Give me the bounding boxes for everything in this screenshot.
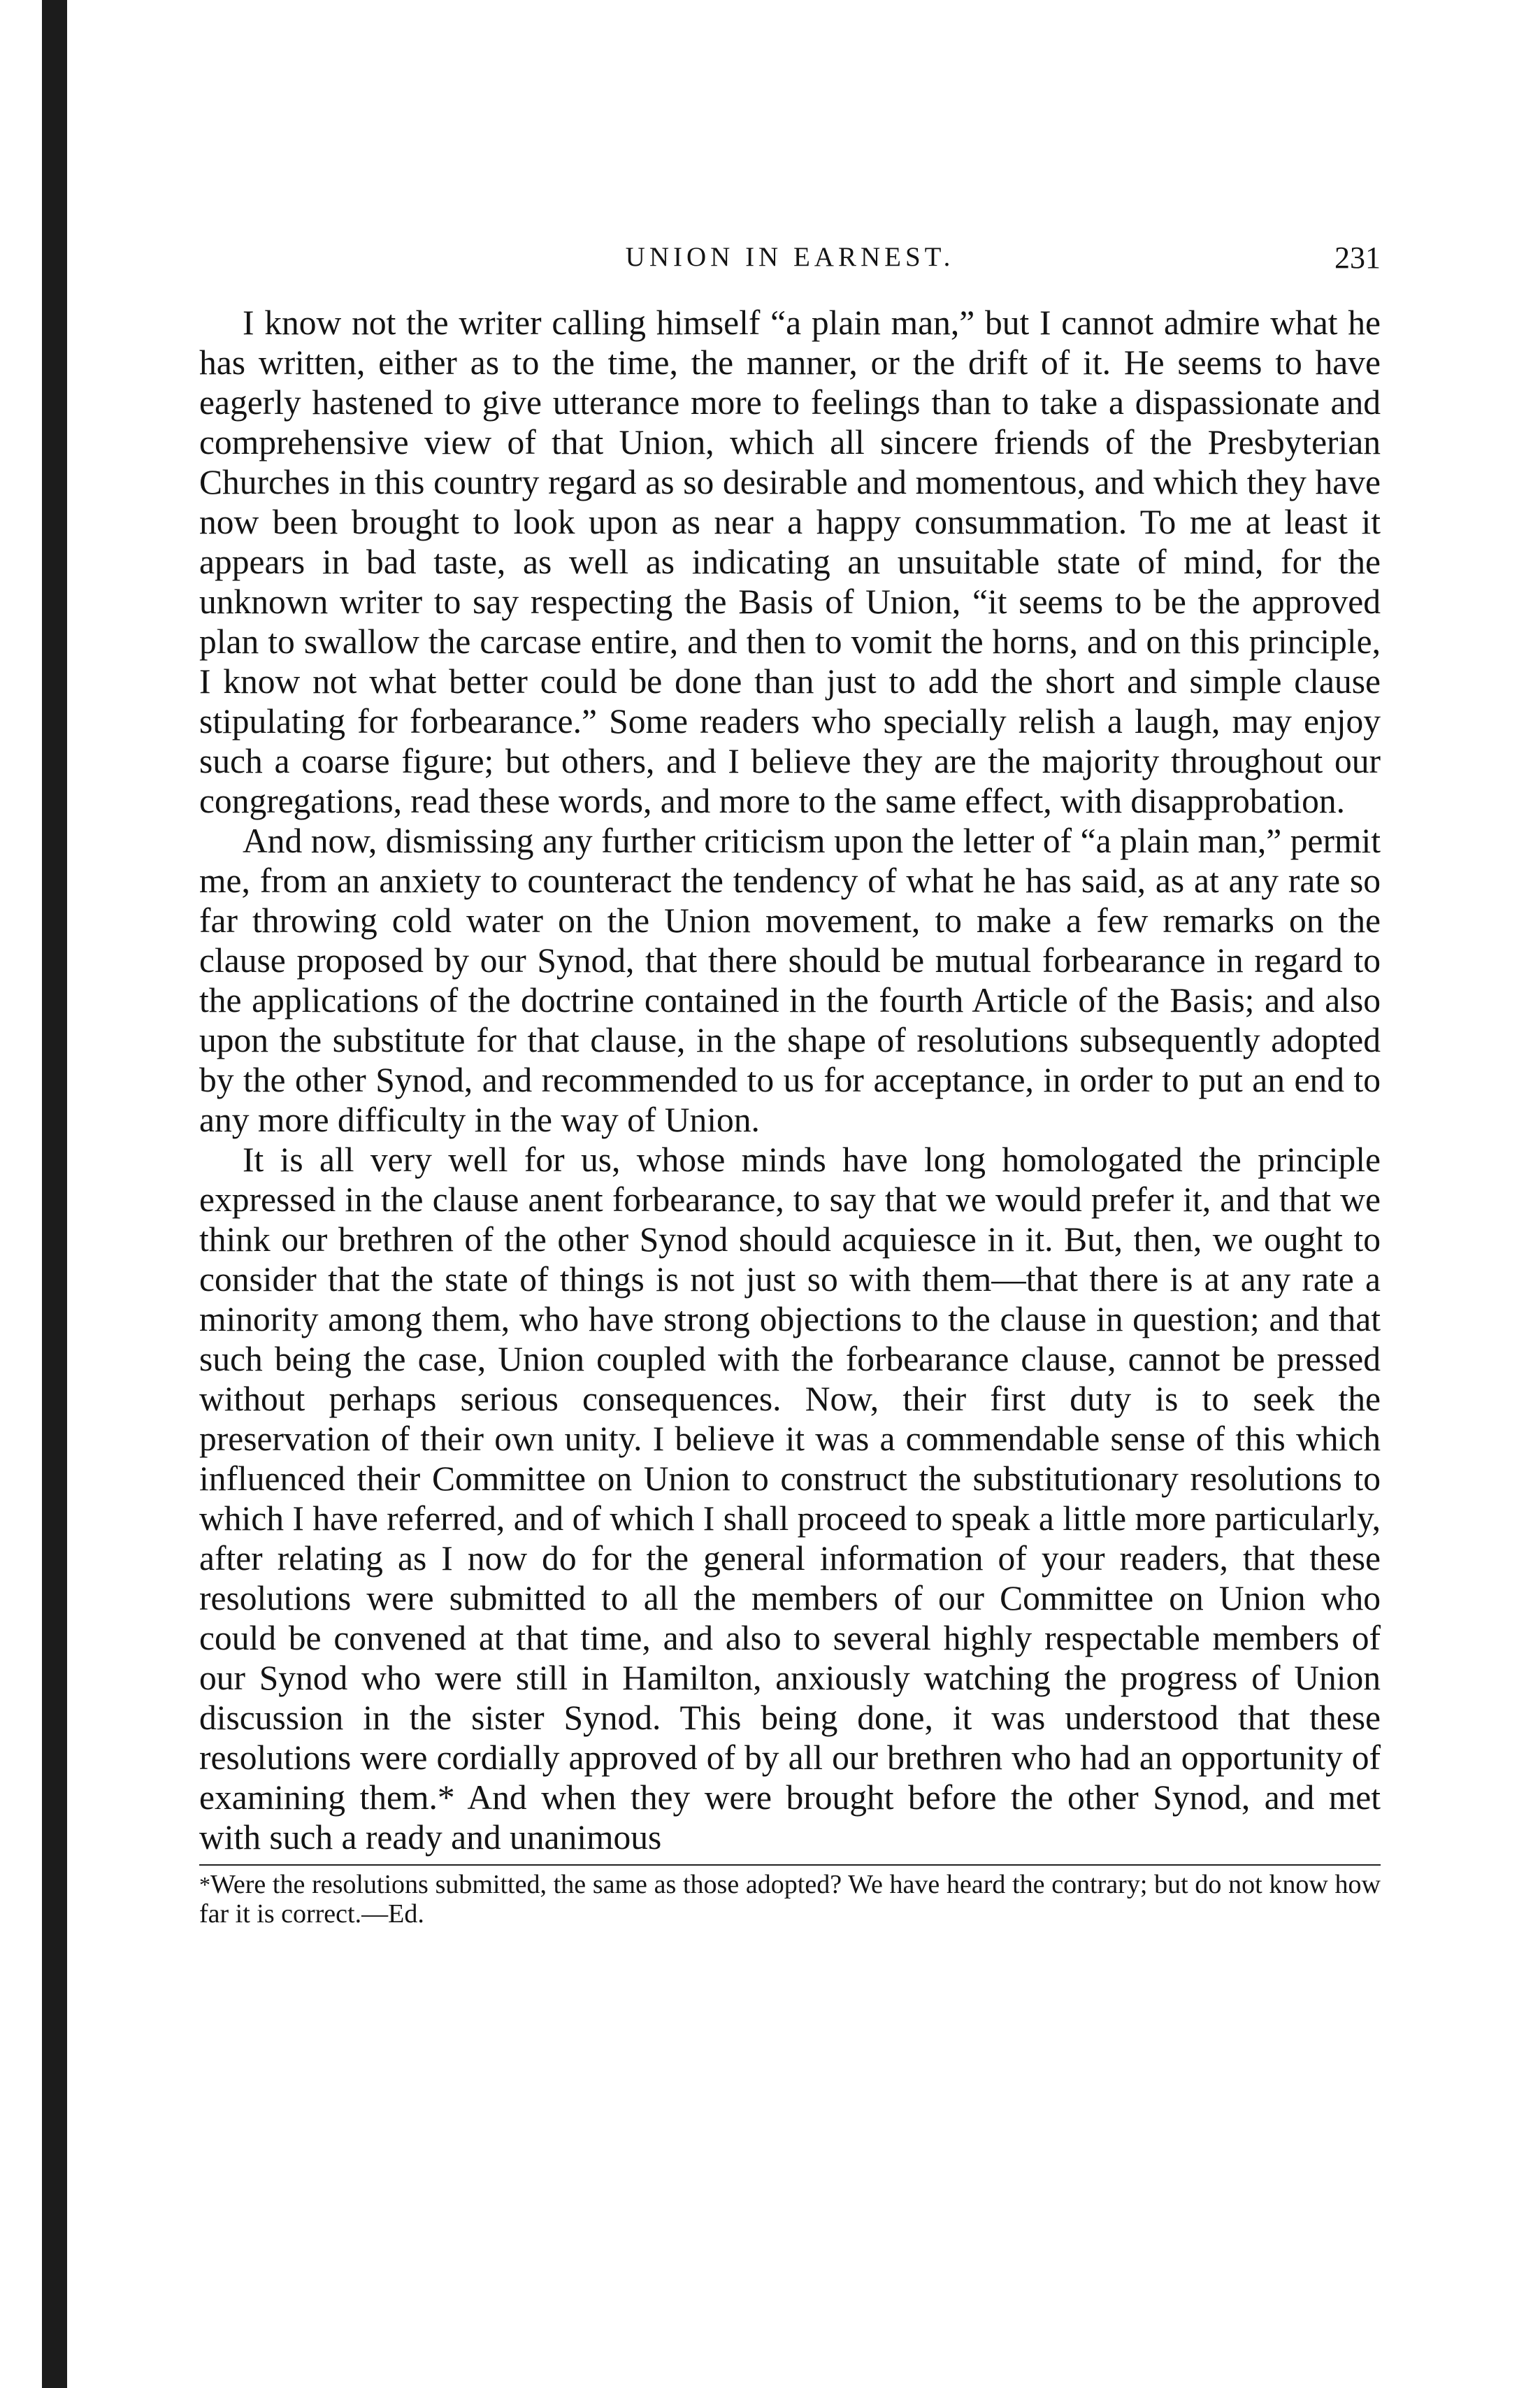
body-text — [199, 303, 1381, 1857]
running-title: UNION IN EARNEST. — [625, 242, 955, 272]
paragraph-2: And now, dismissing any further criticism upon the letter of “a plain man,” permit me, from an anxiety to counteract the tendency of what he has said, as at any rate so far throwing cold water on the Union movement, to make a few remarks on the clause proposed by our Synod, that there should be mutual forbearance in regard to the applications of the doctrine contained in the fourth Article of the Basis; and also upon the substitute for that clause, in the shape of resolutions subsequently adopted by the other Synod, and recommended to us for acceptance, in order to put an end to any more difficulty in the way of Union. — [199, 822, 1381, 1139]
paragraph-3: It is all very well for us, whose minds have long homologated the principle expressed in the clause anent forbearance, to say that we would prefer it, and that we think our brethren of the other Synod should acquiesce in it. But, then, we ought to consider that the state of things is not just so with them—that there is at any rate a minority among them, who have strong objections to the clause in question; and that such being the case, Union coupled with the forbearance clause, cannot be pressed without perhaps serious consequences. Now, their first duty is to seek the preservation of their own unity. I believe it was a commendable sense of this which influenced their Committee on Union to construct the substitutionary resolutions to which I have referred, and of which I shall proceed to speak a little more particularly, after relating as I now do for the general information of your readers, that these resolutions were submitted to all the members of our Committee on Union who could be convened at that time, and also to several highly respectable members of our Synod who were still in Hamilton, anxiously watching the progress of Union discussion in the sister Synod. This being done, it was understood that these resolutions were cordially approved of by all our brethren who had an opportunity of examining them.* And when they were brought before the other Synod, and met with such a ready and unanimous — [199, 1141, 1381, 1857]
footnote — [199, 1870, 1381, 1929]
footnote-rule — [199, 1864, 1381, 1866]
page-number: 231 — [1334, 241, 1381, 275]
running-head — [199, 234, 1381, 297]
footnote-text: Were the resolutions submitted, the same as those adopted? We have heard the contrary; but do not know how far it is correct.—Ed. — [199, 1870, 1381, 1929]
binding-edge — [42, 0, 67, 2388]
paragraph-1: I know not the writer calling himself “a plain man,” but I cannot admire what he has written, either as to the time, the manner, or the drift of it. He seems to have eagerly hastened to give utterance more to feelings than to take a dispassionate and comprehensive view of that Union, which all sincere friends of the Presbyterian Churches in this country regard as so desirable and momentous, and which they have now been brought to look upon as near a happy consummation. To me at least it appears in bad taste, as well as indicating an unsuitable state of mind, for the unknown writer to say respecting the Basis of Union, “it seems to be the approved plan to swallow the carcase entire, and then to vomit the horns, and on this principle, I know not what better could be done than just to add the short and simple clause stipulating for forbearance.” Some readers who specially relish a laugh, may enjoy such a coarse figure; but others, and I believe they are the majority throughout our congregations, read these words, and more to the same effect, with disapprobation. — [199, 303, 1381, 820]
footnote-marker: * — [199, 1872, 210, 1897]
book-page — [199, 234, 1381, 1929]
